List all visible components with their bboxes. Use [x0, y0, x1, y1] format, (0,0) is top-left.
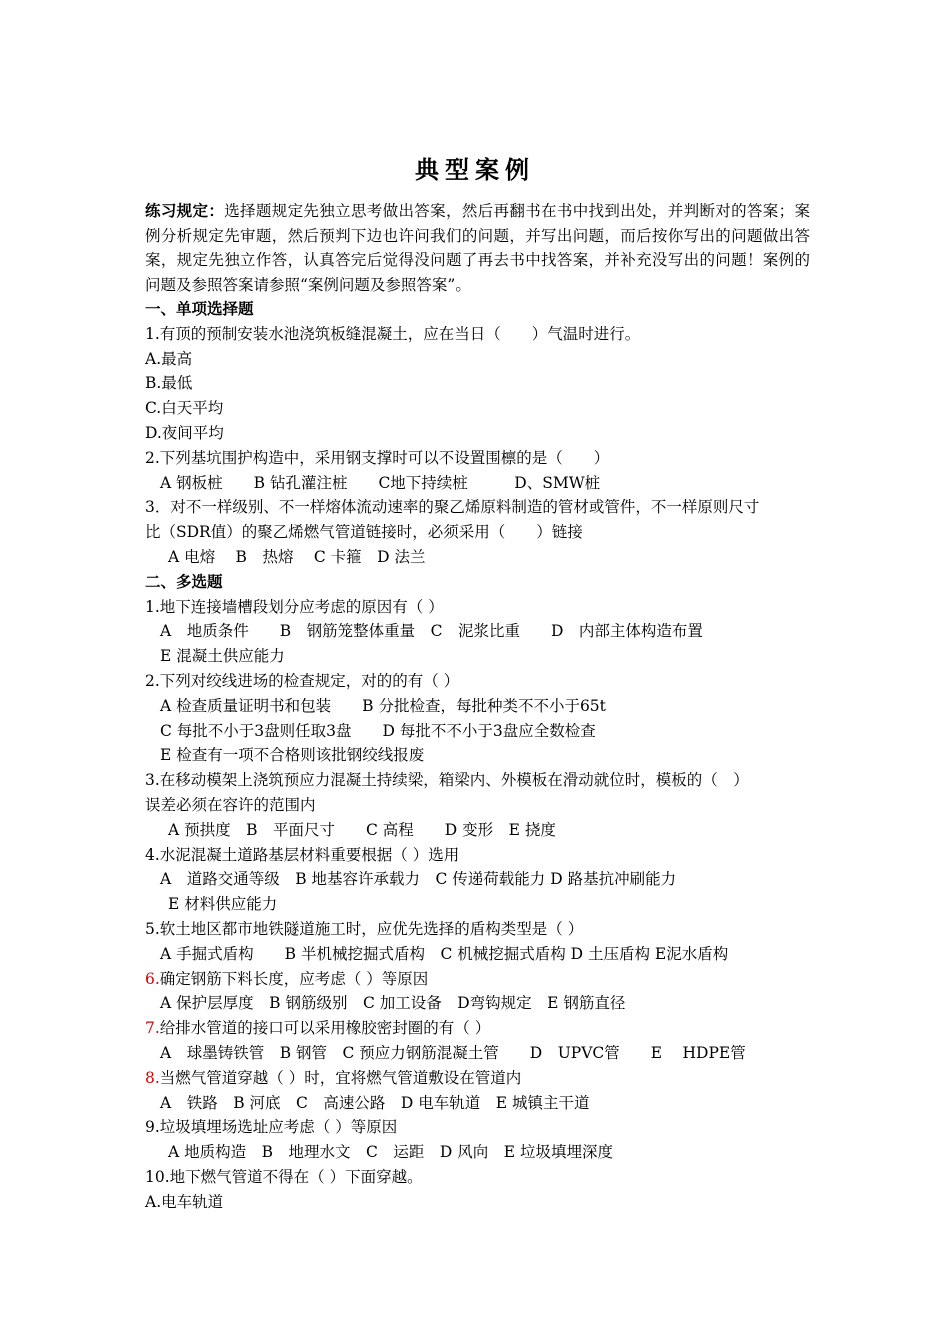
answer-options: A 地质条件 B 钢筋笼整体重量 C 泥浆比重 D 内部主体构造布置	[160, 622, 703, 641]
question-text-continued: 误差必须在容许的范围内	[145, 795, 316, 814]
practice-instructions	[145, 199, 810, 297]
answer-options: E 混凝土供应能力	[160, 647, 285, 666]
question-text	[145, 1016, 810, 1041]
question-text: 1.地下连接墙槽段划分应考虑的原因有（ ）	[145, 597, 444, 616]
answer-options: E 检查有一项不合格则该批钢绞线报废	[160, 746, 425, 765]
question-text-continued: 比（SDR值）的聚乙烯燃气管道链接时，必须采用（ ）链接	[145, 523, 583, 542]
answer-options: E 材料供应能力	[168, 895, 278, 914]
question-stem: 当燃气管道穿越（ ）时，宜将燃气管道敷设在管道内	[159, 1068, 522, 1087]
answer-option: A.最高	[145, 349, 193, 368]
answer-option: B.最低	[145, 374, 193, 393]
answer-option: D.夜间平均	[145, 423, 224, 442]
answer-options: A 钢板桩 B 钻孔灌注桩 C地下持续桩 D、SMW桩	[160, 473, 601, 492]
instructions-text: 选择题规定先独立思考做出答案，然后再翻书在书中找到出处，并判断对的答案；案例分析规定先审题，然后预判下边也许问我们的问题，并写出问题，而后按你写出的问题做出答案，规定先独立作答，认真答完后觉得没问题了再去书中找答案，并补充没写出的问题！案例的问题及参照答案请参照“案例问题及参照答案”。	[145, 202, 810, 294]
question-stem: 确定钢筋下料长度，应考虑（ ）等原因	[159, 969, 429, 988]
question-text: 4.水泥混凝土道路基层材料重要根据（ ）选用	[145, 845, 460, 864]
question-text: 2.下列基坑围护构造中，采用钢支撑时可以不设置围檩的是（ ）	[145, 448, 610, 467]
answer-options: A 地质构造 B 地理水文 C 运距 D 风向 E 垃圾填埋深度	[168, 1143, 613, 1162]
answer-options: C 每批不小于3盘则任取3盘 D 每批不不小于3盘应全数检查	[160, 721, 596, 740]
question-number: 6.	[145, 969, 160, 988]
question-list	[145, 297, 810, 1214]
question-text	[145, 1066, 810, 1091]
section-heading-single-choice: 一、单项选择题	[145, 299, 254, 318]
answer-options: A 检查质量证明书和包装 B 分批检查，每批种类不不小于65t	[160, 696, 606, 715]
instructions-label: 练习规定：	[145, 201, 225, 220]
question-number: 7.	[145, 1019, 160, 1038]
answer-options: A 手掘式盾构 B 半机械挖掘式盾构 C 机械挖掘式盾构 D 土压盾构 E泥水盾构	[160, 944, 729, 963]
question-number: 8.	[145, 1068, 160, 1087]
answer-option: A.电车轨道	[145, 1192, 224, 1211]
answer-options: A 道路交通等级 B 地基容许承载力 C 传递荷载能力 D 路基抗冲刷能力	[160, 870, 677, 889]
question-text: 3．对不一样级别、不一样熔体流动速率的聚乙烯原料制造的管材或管件，不一样原则尺寸	[145, 498, 760, 517]
question-stem: 给排水管道的接口可以采用橡胶密封圈的有（ ）	[159, 1019, 491, 1038]
question-text: 9.垃圾填埋场选址应考虑（ ）等原因	[145, 1118, 398, 1137]
answer-options: A 铁路 B 河底 C 高速公路 D 电车轨道 E 城镇主干道	[160, 1093, 590, 1112]
question-text	[145, 967, 810, 992]
section-heading-multiple-choice: 二、多选题	[145, 571, 223, 591]
question-text: 5.软土地区都市地铁隧道施工时，应优先选择的盾构类型是（ ）	[145, 919, 584, 938]
answer-option: C.白天平均	[145, 399, 224, 418]
answer-options: A 球墨铸铁管 B 钢管 C 预应力钢筋混凝土管 D UPVC管 E HDPE管	[160, 1043, 746, 1062]
question-text: 2.下列对绞线进场的检查规定，对的的有（ ）	[145, 671, 460, 690]
answer-options: A 电熔 B 热熔 C 卡箍 D 法兰	[168, 547, 426, 566]
answer-options: A 保护层厚度 B 钢筋级别 C 加工设备 D弯钩规定 E 钢筋直径	[160, 994, 626, 1013]
question-text: 3.在移动模架上浇筑预应力混凝土持续梁，箱梁内、外模板在滑动就位时，模板的（ ）	[145, 771, 749, 790]
answer-options: A 预拱度 B 平面尺寸 C 高程 D 变形 E 挠度	[168, 820, 556, 839]
question-text: 1.有顶的预制安装水池浇筑板缝混凝土，应在当日（ ）气温时进行。	[145, 324, 641, 343]
document-title: 典型案例	[415, 155, 535, 184]
question-text: 10.地下燃气管道不得在（ ）下面穿越。	[145, 1167, 423, 1186]
